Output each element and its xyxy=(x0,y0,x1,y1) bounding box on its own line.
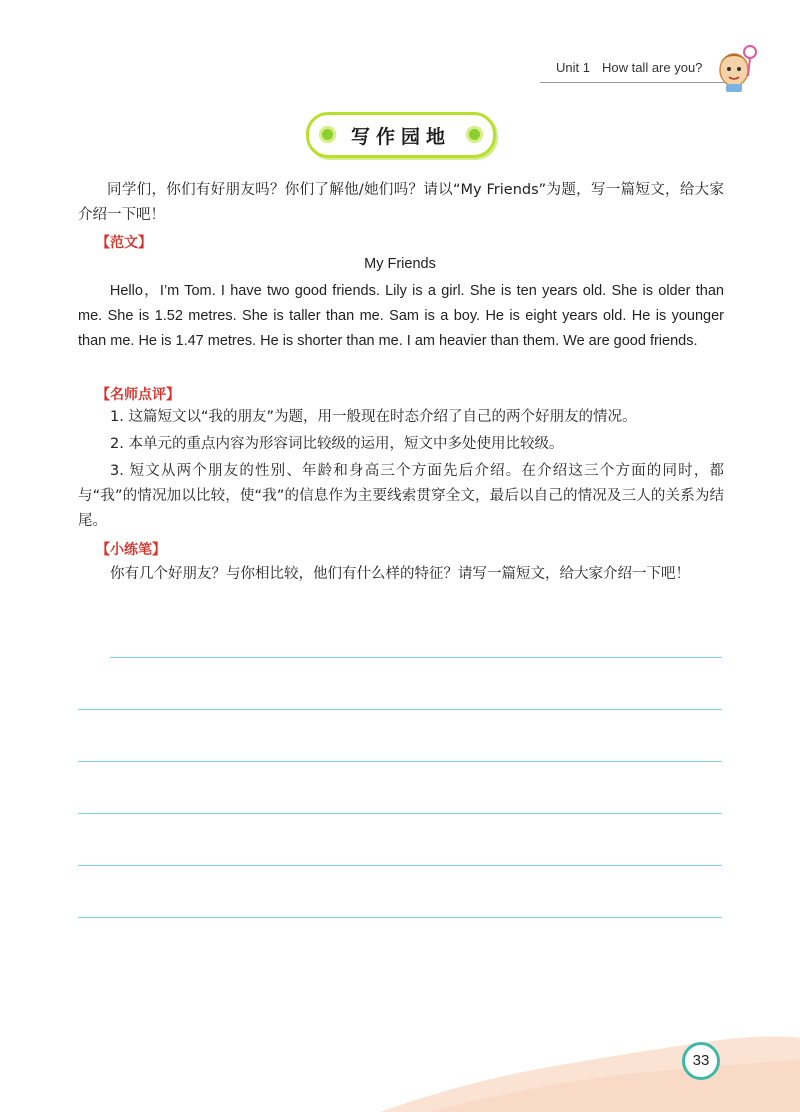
review-tag: 【名师点评】 xyxy=(96,387,180,403)
page-number: 33 xyxy=(682,1042,720,1080)
unit-title: How tall are you? xyxy=(601,60,703,75)
practice-tag: 【小练笔】 xyxy=(96,542,166,558)
writing-line[interactable] xyxy=(78,709,722,710)
running-header xyxy=(556,60,702,75)
writing-line[interactable] xyxy=(78,865,722,866)
task-intro: 同学们，你们有好朋友吗？你们了解他/她们吗？请以“My Friends”为题，写一篇短文，给大家介绍一下吧！ xyxy=(78,182,724,223)
writing-line[interactable] xyxy=(78,917,722,918)
section-title: 写作园地 xyxy=(350,126,451,148)
sample-tag: 【范文】 xyxy=(96,235,152,251)
sample-title: My Friends xyxy=(364,256,436,272)
sample-text: Hello，I’m Tom. I have two good friends. Lily is a girl. She is ten years old. She is older than me. She is 1.52 metres. She is taller than me. Sam is a boy. He is eight years old. He is younger than me. He is 1.47 metres. He is shorter than me. I am heavier than them. We are good friends. xyxy=(78,283,724,349)
mascot-icon xyxy=(712,42,760,94)
bottom-wave-decoration xyxy=(0,1010,800,1112)
decor-dot-right xyxy=(466,126,483,143)
practice-text: 你有几个好朋友？与你相比较，他们有什么样的特征？请写一篇短文，给大家介绍一下吧！ xyxy=(110,566,690,582)
review-point-3: 3. 短文从两个朋友的性别、年龄和身高三个方面先后介绍。在介绍这三个方面的同时，都与“我”的情况加以比较，使“我”的信息作为主要线索贯穿全文，最后以自己的情况及三人的关系为结尾。 xyxy=(78,463,724,529)
review-point-1: 1. 这篇短文以“我的朋友”为题，用一般现在时态介绍了自己的两个好朋友的情况。 xyxy=(110,409,637,425)
writing-line[interactable] xyxy=(110,657,722,658)
section-title-box xyxy=(306,112,496,158)
review-point-2: 2. 本单元的重点内容为形容词比较级的运用，短文中多处使用比较级。 xyxy=(110,436,564,452)
header-divider xyxy=(540,82,736,83)
unit-label: Unit 1 xyxy=(556,60,590,75)
writing-line[interactable] xyxy=(78,813,722,814)
writing-line[interactable] xyxy=(78,761,722,762)
